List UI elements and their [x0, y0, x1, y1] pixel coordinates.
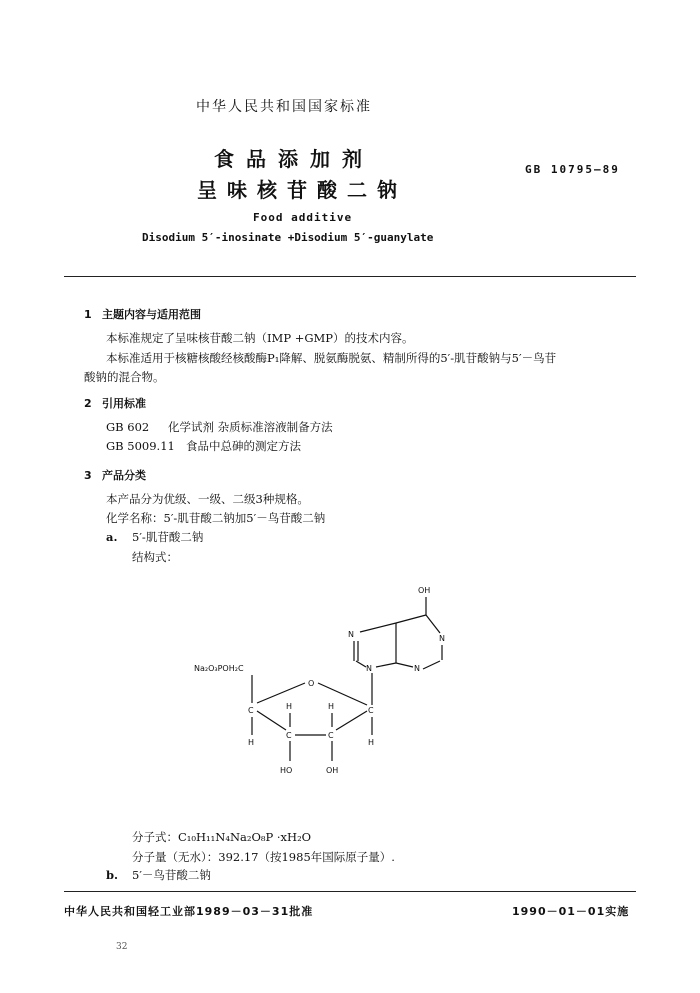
- phosphate-label: Na₂O₃POH₂C: [194, 664, 244, 673]
- paragraph: 本产品分为优级、一级、二级3种规格。: [106, 492, 309, 506]
- reference-code: GB 5009.11: [106, 439, 175, 453]
- n-label: N: [439, 634, 445, 643]
- paragraph: 本标准规定了呈味核苷酸二钠（IMP +GMP）的技术内容。: [106, 331, 414, 345]
- title-line-1: 食品添加剂: [214, 147, 374, 171]
- h-label: H: [368, 738, 375, 747]
- reference-title: 食品中总砷的测定方法: [186, 439, 301, 453]
- list-marker: b.: [106, 868, 119, 882]
- title-line-2: 呈味核苷酸二钠: [197, 178, 407, 202]
- bond: [318, 683, 367, 705]
- english-title-line-2: Disodium 5′-inosinate +Disodium 5′-guanylate: [142, 231, 434, 244]
- structural-formula-diagram: [160, 575, 460, 785]
- section-number: 3: [84, 469, 92, 482]
- bond: [376, 663, 396, 667]
- bond: [336, 711, 367, 730]
- ring-oxygen-label: O: [308, 679, 315, 688]
- bond: [423, 661, 440, 669]
- bond: [426, 615, 440, 633]
- oh-top-label: OH: [418, 586, 431, 595]
- carbon-label: C: [286, 731, 292, 740]
- reference-item: [106, 419, 333, 435]
- implementation-date: 1990－01－01实施: [512, 905, 630, 918]
- bond: [360, 623, 396, 632]
- list-item-b: [106, 867, 211, 883]
- section-3-heading: [84, 467, 146, 483]
- paragraph: 本标准适用于核糖核酸经核酸酶P₁降解、脱氨酶脱氨、精制所得的5′-肌苷酸钠与5′－鸟苷: [106, 351, 557, 365]
- structure-label: 结构式：: [132, 550, 178, 564]
- bond: [356, 661, 366, 667]
- n-label: N: [414, 664, 420, 673]
- list-marker: a.: [106, 530, 118, 544]
- carbon-label: C: [248, 706, 254, 715]
- approval-note: 中华人民共和国轻工业部1989－03－31批准: [64, 905, 314, 918]
- english-title-line-1: Food additive: [253, 211, 353, 224]
- molecular-formula: 分子式：C₁₀H₁₁N₄Na₂O₈P ·xH₂O: [132, 830, 312, 844]
- footer-divider: [64, 891, 636, 892]
- bond: [396, 663, 413, 667]
- n-label: N: [366, 664, 372, 673]
- h-label: H: [328, 702, 335, 711]
- molecular-weight: 分子量（无水）：392.17（按1985年国际原子量）.: [132, 850, 395, 864]
- carbon-label: C: [368, 706, 374, 715]
- oh-label: OH: [326, 766, 339, 775]
- section-2-heading: [84, 395, 146, 411]
- n-label: N: [348, 630, 354, 639]
- section-title: 主题内容与适用范围: [102, 308, 201, 321]
- bond: [257, 711, 286, 730]
- h-label: H: [248, 738, 255, 747]
- section-number: 1: [84, 308, 92, 321]
- paragraph-continuation: 酸钠的混合物。: [84, 370, 165, 384]
- standard-number: GB 10795—89: [525, 163, 620, 176]
- list-label: 5′－鸟苷酸二钠: [132, 868, 211, 882]
- reference-title: 化学试剂 杂质标准溶液制备方法: [168, 420, 333, 434]
- header-divider: [64, 276, 636, 277]
- bond: [257, 683, 305, 703]
- reference-item: [106, 438, 301, 454]
- bond: [396, 615, 426, 623]
- carbon-label: C: [328, 731, 334, 740]
- reference-code: GB 602: [106, 420, 150, 434]
- section-number: 2: [84, 397, 92, 410]
- section-title: 产品分类: [102, 469, 146, 482]
- ho-label: HO: [280, 766, 293, 775]
- page-number: 32: [116, 942, 128, 952]
- h-label: H: [286, 702, 293, 711]
- national-standard-header: 中华人民共和国国家标准: [196, 99, 372, 115]
- list-label: 5′-肌苷酸二钠: [132, 530, 204, 544]
- section-1-heading: [84, 306, 201, 322]
- paragraph: 化学名称：5′-肌苷酸二钠加5′－鸟苷酸二钠: [106, 511, 326, 525]
- list-item-a: [106, 529, 203, 545]
- section-title: 引用标准: [102, 397, 146, 410]
